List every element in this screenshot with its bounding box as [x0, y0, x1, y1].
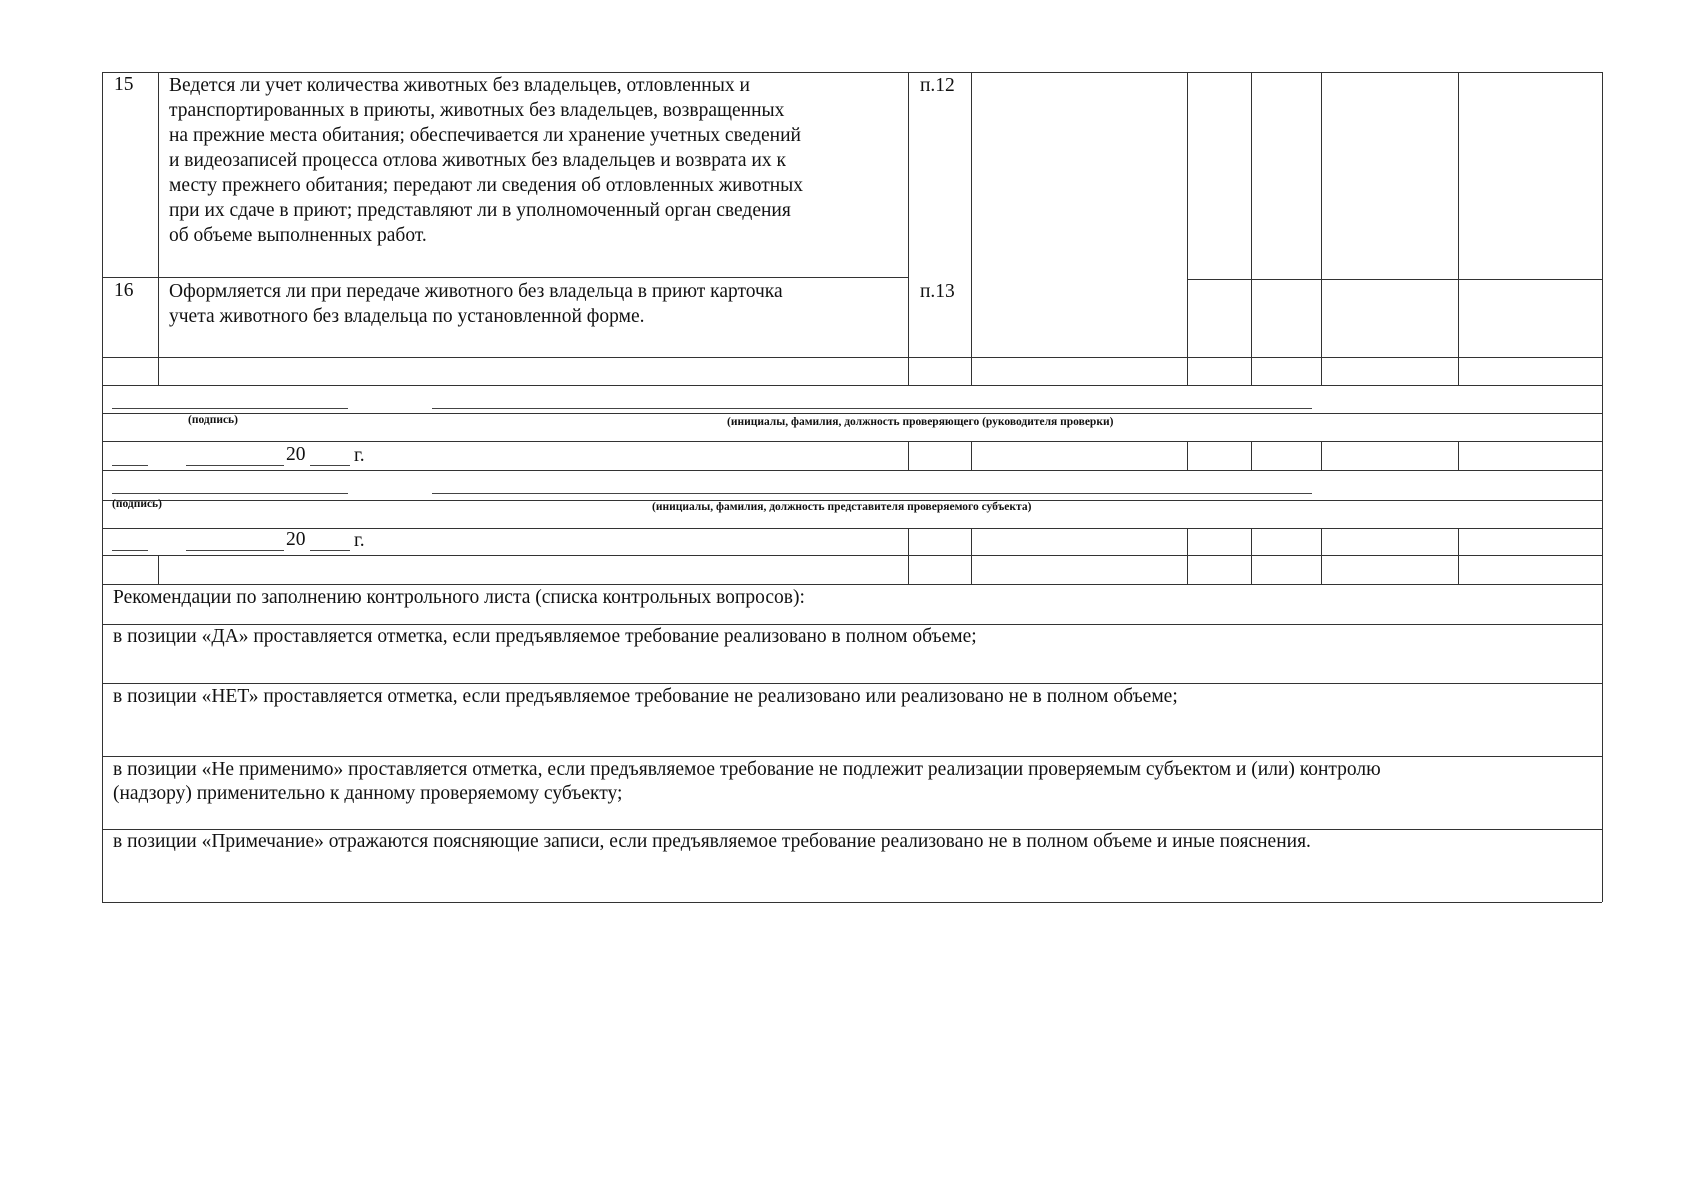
col-divider	[971, 72, 972, 385]
question-line: Оформляется ли при передаче животного без владельца в приют карточка	[169, 281, 783, 302]
legal-reference: п.13	[920, 281, 955, 302]
row-divider	[102, 441, 1602, 442]
col-divider	[1251, 528, 1252, 584]
day-blank	[112, 550, 148, 551]
row-divider	[1187, 279, 1602, 280]
month-blank	[186, 550, 284, 551]
col-divider	[971, 441, 972, 470]
col-divider	[1187, 441, 1188, 470]
question-line: учета животного без владельца по установленной форме.	[169, 306, 645, 327]
question-line: при их сдаче в приют; представляют ли в уполномоченный орган сведения	[169, 200, 791, 221]
col-divider	[1458, 72, 1459, 385]
question-line: транспортированных в приюты, животных без владельцев, возвращенных	[169, 100, 785, 121]
row-number: 15	[114, 74, 134, 95]
year-prefix: 20	[286, 529, 306, 550]
year-suffix: г.	[354, 445, 365, 466]
col-divider	[1321, 72, 1322, 385]
year-blank	[310, 550, 350, 551]
col-divider	[158, 555, 159, 584]
col-divider	[1458, 441, 1459, 470]
signature-line	[112, 493, 348, 494]
col-divider	[908, 528, 909, 584]
col-divider	[1187, 72, 1188, 385]
question-line: Ведется ли учет количества животных без владельцев, отловленных и	[169, 75, 750, 96]
name-line	[432, 408, 1312, 409]
recommendation-item: в позиции «ДА» проставляется отметка, если предъявляемое требование реализовано в полном объеме;	[113, 626, 977, 647]
row-divider	[102, 385, 1602, 386]
legal-reference: п.12	[920, 75, 955, 96]
row-divider	[102, 470, 1602, 471]
col-divider	[908, 441, 909, 470]
col-divider	[1251, 72, 1252, 385]
row-divider	[102, 413, 1602, 414]
year-suffix: г.	[354, 530, 365, 551]
month-blank	[186, 465, 284, 466]
row-divider	[102, 357, 1602, 358]
col-divider	[908, 72, 909, 385]
row-divider	[102, 555, 1602, 556]
day-blank	[112, 465, 148, 466]
col-divider	[971, 528, 972, 584]
col-divider	[1187, 528, 1188, 584]
name-line	[432, 493, 1312, 494]
name-caption: (инициалы, фамилия, должность представителя проверяемого субъекта)	[652, 501, 1032, 513]
row-number: 16	[114, 280, 134, 301]
question-line: на прежние места обитания; обеспечивается ли хранение учетных сведений	[169, 125, 801, 146]
col-divider	[1321, 528, 1322, 584]
col-divider	[1458, 528, 1459, 584]
col-divider	[1321, 441, 1322, 470]
recommendations-title: Рекомендации по заполнению контрольного листа (списка контрольных вопросов):	[113, 587, 805, 608]
signature-line	[112, 408, 348, 409]
row-divider	[102, 528, 1602, 529]
question-line: об объеме выполненных работ.	[169, 225, 427, 246]
row-divider	[102, 277, 908, 278]
signature-caption: (подпись)	[188, 414, 238, 426]
col-divider	[1251, 441, 1252, 470]
recommendation-item: в позиции «НЕТ» проставляется отметка, если предъявляемое требование не реализовано или реализовано не в полном объеме;	[113, 686, 1178, 707]
recommendation-item: в позиции «Не применимо» проставляется отметка, если предъявляемое требование не подлежит реализации проверяемым субъектом и (или) контролю	[113, 759, 1381, 780]
recommendation-item: (надзору) применительно к данному проверяемому субъекту;	[113, 783, 623, 804]
table-bottom-border	[102, 902, 1602, 903]
question-line: и видеозаписей процесса отлова животных без владельцев и возврата их к	[169, 150, 786, 171]
year-prefix: 20	[286, 444, 306, 465]
question-line: месту прежнего обитания; передают ли сведения об отловленных животных	[169, 175, 803, 196]
table-right-border	[1602, 72, 1603, 902]
col-divider	[158, 72, 159, 385]
recommendation-item: в позиции «Примечание» отражаются поясняющие записи, если предъявляемое требование реализовано не в полном объеме и иные пояснения.	[113, 831, 1311, 852]
signature-caption: (подпись)	[112, 498, 162, 510]
year-blank	[310, 465, 350, 466]
name-caption: (инициалы, фамилия, должность проверяющего (руководителя проверки)	[727, 416, 1114, 428]
table-left-border	[102, 72, 103, 902]
